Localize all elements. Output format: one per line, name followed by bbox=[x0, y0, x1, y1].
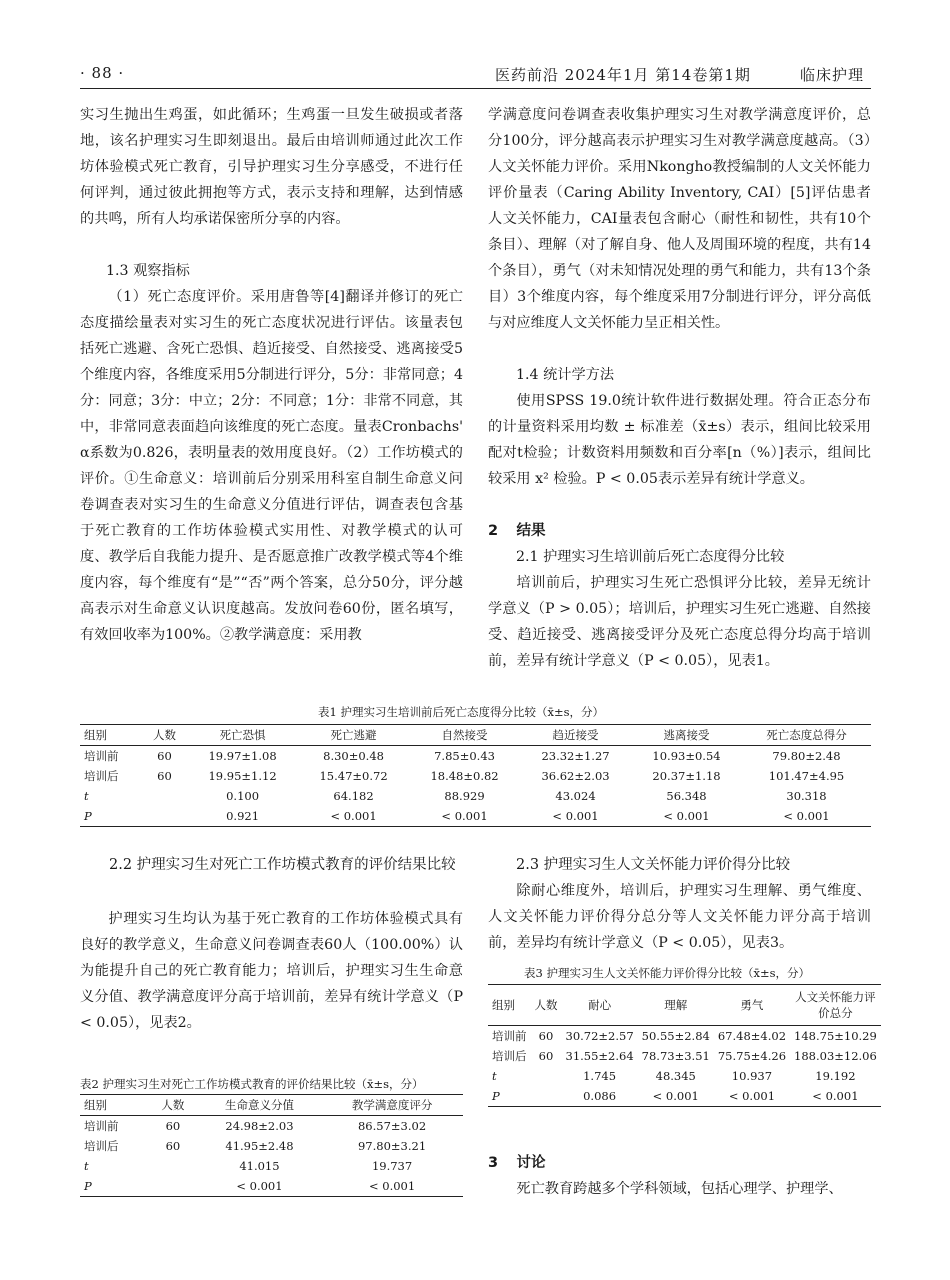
table-cell: 188.03±12.06 bbox=[794, 1049, 877, 1063]
table-cell: 60 bbox=[165, 1139, 181, 1153]
table-cell: 79.80±2.48 bbox=[772, 749, 841, 763]
table-cell: < 0.001 bbox=[298, 806, 409, 827]
table-cell: 19.95±1.12 bbox=[208, 769, 277, 783]
table-row bbox=[80, 806, 871, 827]
right-paragraph-1: 学满意度问卷调查表收集护理实习生对教学满意度评价，总分100分，评分越高表示护理实习生对教学满意度越高。（3）人文关怀能力评价。采用Nkongho教授编制的人文关怀能力评价量表（Caring Ability Inventory, CAI）[5]评估患者人文关怀能力，CAI量表包含耐心（耐性和韧性，共有10个条目）、理解（对了解自身、他人及周围环境的程度，共有14个条目），勇气（对未知情况处理的勇气和能力，共有13个条目）3个维度内容，每个维度采用7分制进行评分，评分高低与对应维度人文关怀能力呈正相关性。 bbox=[488, 107, 871, 331]
table-cell: 7.85±0.43 bbox=[434, 749, 495, 763]
table2-header-row bbox=[80, 1095, 463, 1116]
heading-2-title: 结果 bbox=[516, 523, 546, 539]
table-cell: < 0.001 bbox=[742, 806, 871, 827]
table2-caption: 表2 护理实习生对死亡工作坊模式教育的评价结果比较（x̄±s，分） bbox=[80, 1077, 424, 1091]
table-cell: < 0.001 bbox=[321, 1176, 463, 1197]
table-cell: 24.98±2.03 bbox=[225, 1119, 294, 1133]
table3-header: 人数 bbox=[531, 985, 562, 1026]
table-row bbox=[488, 1046, 881, 1066]
table-row bbox=[488, 1086, 881, 1107]
left-paragraph-2: （1）死亡态度评价。采用唐鲁等[4]翻译并修订的死亡态度描绘量表对实习生的死亡态度状况进行评估。该量表包括死亡逃避、含死亡恐惧、趋近接受、自然接受、逃离接受5个维度内容，各维度采用5分制进行评分，5分：非常同意；4分：同意；3分：中立；2分：不同意；1分：非常不同意，其中，非常同意表面趋向该维度的死亡态度。量表Cronbachs' α系数为0.826，表明量表的效用度良好。（2）工作坊模式的评价。①生命意义：培训前后分别采用科室自制生命意义问卷调查表对实习生的生命意义分值进行评估，调查表包含基于死亡教育的工作坊体验模式实用性、对教学模式的认可度、教学后自我能力提升、是否愿意推广改教学模式等4个维度内容，每个维度有“是”“否”两个答案，总分50分，评分越高表示对生命意义认识度越高。发放问卷60份，匿名填写，有效回收率为100%。②教学满意度：采用教 bbox=[80, 289, 463, 643]
table1-header: 人数 bbox=[142, 725, 187, 746]
table-cell: P bbox=[488, 1086, 531, 1107]
table2-header: 生命意义分值 bbox=[198, 1095, 321, 1116]
heading-3 bbox=[488, 1150, 546, 1176]
table-cell: 75.75±4.26 bbox=[717, 1049, 787, 1063]
table1-header: 死亡态度总得分 bbox=[742, 725, 871, 746]
table-cell: 30.72±2.57 bbox=[565, 1029, 634, 1043]
table-cell: 60 bbox=[538, 1029, 554, 1043]
table-cell: 培训前 bbox=[84, 1119, 119, 1133]
table-cell: 148.75±10.29 bbox=[794, 1029, 877, 1043]
table-cell: < 0.001 bbox=[631, 806, 742, 827]
heading-2-3: 2.3 护理实习生人文关怀能力评价得分比较 bbox=[516, 857, 791, 873]
table-cell: 18.48±0.82 bbox=[430, 769, 499, 783]
table-row bbox=[80, 746, 871, 767]
table2-header: 人数 bbox=[148, 1095, 198, 1116]
table1-header: 趋近接受 bbox=[520, 725, 631, 746]
table-cell: 60 bbox=[538, 1049, 554, 1063]
heading-2-2: 2.2 护理实习生对死亡工作坊模式教育的评价结果比较 bbox=[109, 857, 456, 873]
table3-header-row bbox=[488, 985, 881, 1026]
table-cell: 19.192 bbox=[815, 1069, 856, 1083]
table-cell: 10.93±0.54 bbox=[652, 749, 721, 763]
table1-header-row bbox=[80, 725, 871, 746]
table-cell: 培训前 bbox=[492, 1029, 527, 1043]
table-cell: t bbox=[492, 1069, 497, 1083]
table-cell: 0.100 bbox=[226, 789, 260, 803]
table-cell: 20.37±1.18 bbox=[652, 769, 721, 783]
table3-header: 耐心 bbox=[562, 985, 638, 1026]
table-cell bbox=[148, 1156, 198, 1176]
table3-header: 组别 bbox=[488, 985, 531, 1026]
table-cell bbox=[531, 1086, 562, 1107]
table1-header: 自然接受 bbox=[409, 725, 520, 746]
heading-3-title: 讨论 bbox=[516, 1155, 546, 1171]
heading-2 bbox=[488, 518, 546, 544]
table1-caption: 表1 护理实习生培训前后死亡态度得分比较（x̄±s，分） bbox=[318, 705, 604, 719]
lower-left-paragraph: 护理实习生均认为基于死亡教育的工作坊体验模式具有良好的教学意义，生命意义问卷调查表60人（100.00%）认为能提升自己的死亡教育能力；培训后，护理实习生生命意义分值、教学满意度评分高于培训前，差异有统计学意义（P < 0.05），见表2。 bbox=[80, 911, 463, 1031]
table1 bbox=[80, 724, 871, 827]
table-row bbox=[80, 1116, 463, 1137]
table3-header: 勇气 bbox=[714, 985, 790, 1026]
journal-info: 医药前沿 2024年1月 第14卷第1期 bbox=[495, 66, 751, 84]
table-cell: 43.024 bbox=[555, 789, 596, 803]
table-cell: < 0.001 bbox=[790, 1086, 881, 1107]
table-cell: 培训后 bbox=[84, 769, 119, 783]
table-cell: 0.921 bbox=[187, 806, 298, 827]
heading-2-number: 2 bbox=[488, 523, 499, 539]
table-cell: 60 bbox=[157, 769, 172, 783]
table-row bbox=[80, 1176, 463, 1197]
table-cell: 36.62±2.03 bbox=[541, 769, 610, 783]
table-row bbox=[80, 766, 871, 786]
table-cell: 31.55±2.64 bbox=[565, 1049, 634, 1063]
table-cell: 培训前 bbox=[84, 749, 119, 763]
table-cell bbox=[148, 1176, 198, 1197]
table-row bbox=[80, 786, 871, 806]
table3 bbox=[488, 984, 881, 1107]
table-cell bbox=[142, 786, 187, 806]
table-cell: 48.345 bbox=[655, 1069, 696, 1083]
table-cell: 培训后 bbox=[492, 1049, 527, 1063]
table2 bbox=[80, 1094, 463, 1197]
table2-header: 教学满意度评分 bbox=[321, 1095, 463, 1116]
table-cell: 19.97±1.08 bbox=[208, 749, 277, 763]
table1-header: 死亡恐惧 bbox=[187, 725, 298, 746]
table-cell: 56.348 bbox=[666, 789, 707, 803]
table-cell: < 0.001 bbox=[520, 806, 631, 827]
table-cell: 78.73±3.51 bbox=[641, 1049, 710, 1063]
left-paragraph-1: 实习生抛出生鸡蛋，如此循环；生鸡蛋一旦发生破损或者落地，该名护理实习生即刻退出。最后由培训师通过此次工作坊体验模式死亡教育，引导护理实习生分享感受，不进行任何评判，通过彼此拥抱等方式，表示支持和理解，达到情感的共鸣，所有人均承诺保密所分享的内容。 bbox=[80, 107, 463, 227]
table-cell: 67.48±4.02 bbox=[717, 1029, 787, 1043]
table-cell: 15.47±0.72 bbox=[319, 769, 388, 783]
table-cell: 41.015 bbox=[239, 1159, 280, 1173]
table-cell: 60 bbox=[157, 749, 172, 763]
table1-header: 组别 bbox=[80, 725, 142, 746]
page-number: · 88 · bbox=[80, 64, 125, 82]
table-cell: 23.32±1.27 bbox=[541, 749, 610, 763]
right-paragraph-2: 使用SPSS 19.0统计软件进行数据处理。符合正态分布的计量资料采用均数 ± 标准差（x̄±s）表示，组间比较采用配对t检验；计数资料用频数和百分率[n（%）]表示，组间比较采用 x² 检验。P < 0.05表示差异有统计学意义。 bbox=[488, 393, 871, 487]
table-cell: < 0.001 bbox=[198, 1176, 321, 1197]
table-cell: P bbox=[80, 1176, 148, 1197]
table-cell: < 0.001 bbox=[409, 806, 520, 827]
right-paragraph-3: 培训前后，护理实习生死亡恐惧评分比较，差异无统计学意义（P > 0.05）；培训后，护理实习生死亡逃避、自然接受、趋近接受、逃离接受评分及死亡态度总得分均高于培训前，差异有统计学意义（P < 0.05），见表1。 bbox=[488, 575, 871, 669]
table-cell bbox=[531, 1066, 562, 1086]
heading-1-3: 1.3 观察指标 bbox=[106, 263, 190, 279]
section-label: 临床护理 bbox=[800, 66, 865, 84]
table-cell: 86.57±3.02 bbox=[357, 1119, 427, 1133]
table-cell: 64.182 bbox=[333, 789, 374, 803]
table-cell: 1.745 bbox=[583, 1069, 617, 1083]
table1-header: 死亡逃避 bbox=[298, 725, 409, 746]
table-cell: 0.086 bbox=[562, 1086, 638, 1107]
table-cell: t bbox=[84, 789, 89, 803]
table1-header: 逃离接受 bbox=[631, 725, 742, 746]
table-cell: 101.47±4.95 bbox=[768, 769, 845, 783]
table-row bbox=[80, 1156, 463, 1176]
heading-1-4: 1.4 统计学方法 bbox=[516, 367, 615, 383]
table-cell: 60 bbox=[165, 1119, 181, 1133]
table-row bbox=[488, 1066, 881, 1086]
table-cell: 88.929 bbox=[444, 789, 485, 803]
table3-header: 人文关怀能力评价总分 bbox=[790, 985, 881, 1026]
discussion-paragraph: 死亡教育跨越多个学科领域，包括心理学、护理学、 bbox=[516, 1181, 843, 1197]
table-cell: 41.95±2.48 bbox=[225, 1139, 294, 1153]
table3-caption: 表3 护理实习生人文关怀能力评价得分比较（x̄±s，分） bbox=[524, 966, 810, 980]
table-cell: 50.55±2.84 bbox=[641, 1029, 710, 1043]
header-rule bbox=[80, 88, 871, 89]
table-cell bbox=[142, 806, 187, 827]
table-cell: 30.318 bbox=[786, 789, 827, 803]
table-cell: 19.737 bbox=[371, 1159, 413, 1173]
table-row bbox=[80, 1136, 463, 1156]
table-cell: 8.30±0.48 bbox=[323, 749, 384, 763]
table-cell: 97.80±3.21 bbox=[357, 1139, 427, 1153]
table-cell: t bbox=[84, 1159, 89, 1173]
heading-3-number: 3 bbox=[488, 1155, 499, 1171]
table3-header: 理解 bbox=[638, 985, 714, 1026]
table-cell: P bbox=[80, 806, 142, 827]
table-cell: 培训后 bbox=[84, 1139, 119, 1153]
table-cell: < 0.001 bbox=[714, 1086, 790, 1107]
lower-right-paragraph: 除耐心维度外，培训后，护理实习生理解、勇气维度、人文关怀能力评价得分总分等人文关怀能力评分高于培训前，差异均有统计学意义（P < 0.05），见表3。 bbox=[488, 883, 871, 951]
heading-2-1: 2.1 护理实习生培训前后死亡态度得分比较 bbox=[516, 549, 785, 565]
table-cell: 10.937 bbox=[731, 1069, 773, 1083]
table2-header: 组别 bbox=[80, 1095, 148, 1116]
table-row bbox=[488, 1026, 881, 1047]
table-cell: < 0.001 bbox=[638, 1086, 714, 1107]
